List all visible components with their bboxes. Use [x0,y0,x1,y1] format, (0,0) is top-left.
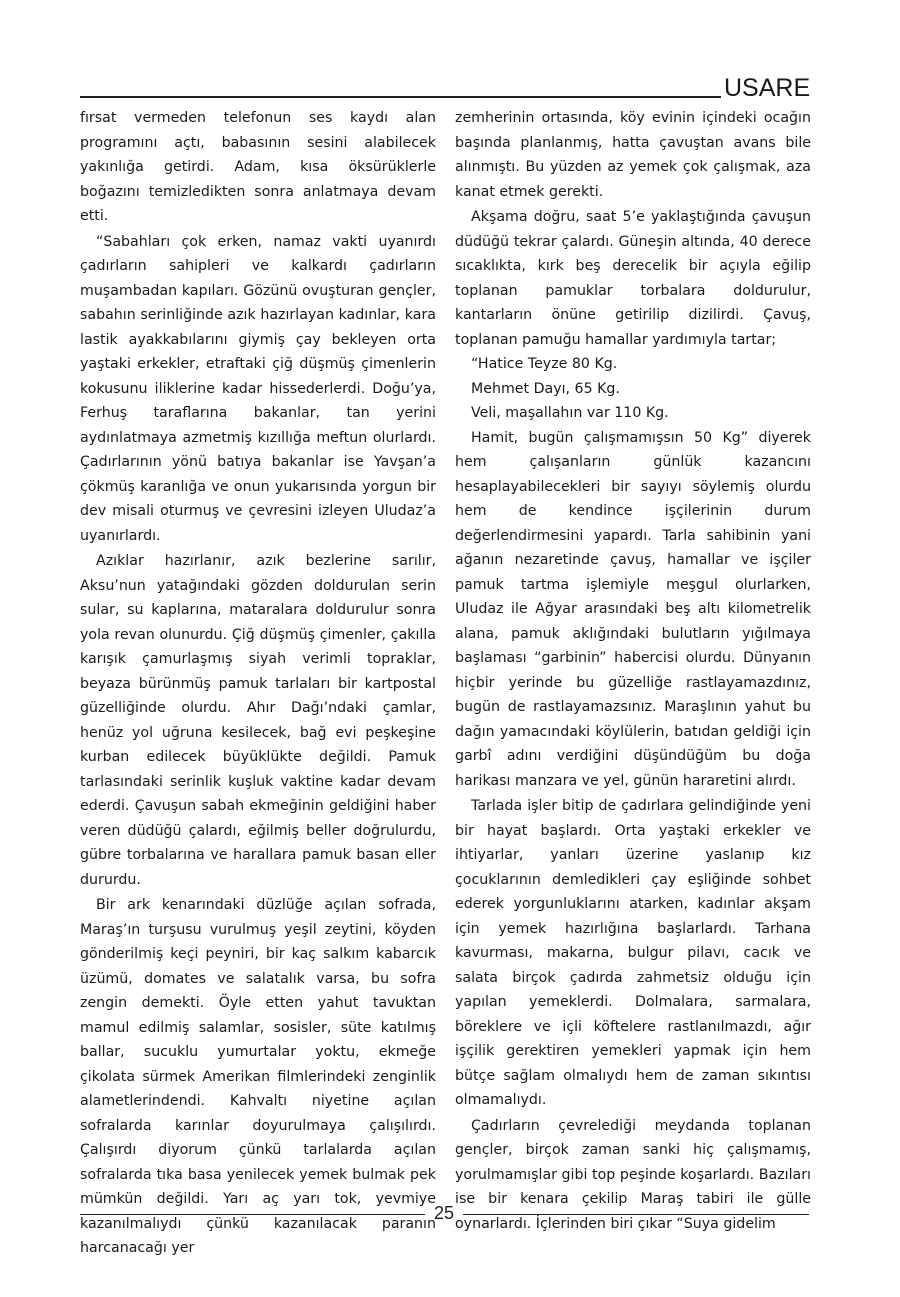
paragraph: Çadırların çevrelediği meydanda toplanan gençler, birçok zaman sanki hiç çalışmamış, yorulmamışlar gibi top peşinde koşarlardı. Bazıları ise bir kenara çekilip Maraş tabiri ile gülle oynarlardı. İçlerinden biri çıkar “Suya gidelim [455,1117,811,1232]
page-number: 25 [433,1203,455,1223]
paragraph: “Sabahları çok erken, namaz vakti uyanırdı çadırların sahipleri ve kalkardı çadırların muşambadan kapıları. Gözünü ovuşturan gençler, sabahın serinliğinde azık hazırlayan kadınlar, kara lastik ayakkabılarını giymiş çay bekleyen orta yaştaki erkekler, etraftaki çiğ düşmüş çimenlerin kokusunu iliklerine kadar hissederlerdi. Doğu’ya, Ferhuş taraflarına bakanlar, tan yerini aydınlatmaya azmetmiş kızıllığa meftun olurlardı. Çadırlarının yönü batıya bakanlar ise Yavşan’a çökmüş karanlığa ve onun yukarısında yorgun bir dev misali oturmuş ve çevresini izleyen Uludaz’a uyanırlardı. [80,233,436,544]
paragraph: “Hatice Teyze 80 Kg. [471,356,618,372]
paragraph: Veli, maşallahın var 110 Kg. [471,405,669,421]
paragraph: Mehmet Dayı, 65 Kg. [471,380,620,397]
footer-rule-right [463,1214,809,1215]
footer-rule-left [80,1214,425,1215]
right-column [455,106,811,1236]
paragraph: Bir ark kenarındaki düzlüğe açılan sofrada, Maraş’ın turşusu vurulmuş yeşil zeytini, köyden gönderilmiş keçi peyniri, bir kaç salkım kabarcık üzümü, domates ve salatalık varsa, bu sofra zengin demekti. Öyle etten yahut tavuktan mamul edilmiş salamlar, sosisler, süte katılmış ballar, sucuklu yumurtalar yoktu, ekmeğe çikolata sürmek Amerikan filmlerindeki zenginlik alametlerindendi. Kahvaltı niyetine açılan sofralarda karınlar doyurulmaya çalışılırdı. Çalışırdı diyorum çünkü tarlalarda açılan sofralarda tıka basa yenilecek yemek bulmak pek mümkün değildi. Yarı aç yarı tok, yevmiye kazanılmalıydı çünkü kazanılacak paranın harcanacağı yer [80,897,436,1256]
paragraph: Akşama doğru, saat 5’e yaklaştığında çavuşun düdüğü tekrar çalardı. Güneşin altında, 40 derece sıcaklıkta, kırk beş derecelik bir açıyla eğilip toplanan pamuklar torbalara doldurulur, kantarların önüne getirilip dizilirdi. Çavuş, toplanan pamuğu hamallar yardımıyla tartar; [455,209,811,348]
paragraph: zemherinin ortasında, köy evinin içindeki ocağın başında planlanmış, hatta çavuştan avans bile alınmıştı. Bu yüzden az yemek çok çalışmak, aza kanat etmek gerekti. [455,110,811,200]
left-column [80,106,436,1261]
paragraph: Hamit, bugün çalışmamışsın 50 Kg” diyerek hem çalışanların günlük kazancını hesaplayabilecekleri bir sayıyı söylemiş olurdu hem de kendince işçilerinin durum değerlendirmesini yapardı. Tarla sahibinin yani ağanın nezaretinde çavuş, hamallar ve işçiler pamuk tartma işlemiyle meşgul olurlarken, Uludaz ile Ağyar arasındaki beş altı kilometrelik alana, pamuk aklığındaki bulutların yığılmaya başlaması “garbinin” habercisi olurdu. Dünyanın hiçbir yerinde bu güzelliğe rastlayamazdınız, bugün de rastlayamazsınız. Maraşlının yahut bu dağın yamacındaki köylülerin, batıdan geldiği için garbî adını verdiğini düşündüğüm bu doğa harikası manzara ve yel, günün hararetini alırdı. [455,429,811,789]
header-rule [80,96,721,98]
paragraph: Azıklar hazırlanır, azık bezlerine sarılır, Aksu’nun yatağındaki gözden doldurulan serin sular, su kaplarına, mataralara doldurulur sonra yola revan olunurdu. Çiğ düşmüş çimenler, çakılla karışık çamurlaşmış siyah verimli topraklar, beyaza bürünmüş pamuk tarlaları bir kartpostal güzelliğinde olurdu. Ahır Dağı’ndaki çamlar, henüz yol uğruna kesilecek, bağ evi peşkeşine kurban edilecek büyüklükte değildi. Pamuk tarlasındaki serinlik kuşluk vaktine kadar devam ederdi. Çavuşun sabah ekmeğinin geldiğini haber veren düdüğü çalardı, eğilmiş beller doğrulurdu, gübre torbalarına ve harallara pamuk basan eller dururdu. [80,553,436,888]
paragraph: fırsat vermeden telefonun ses kaydı alan programını açtı, babasının sesini alabilecek yakınlığa getirdi. Adam, kısa öksürüklerle boğazını temizledikten sonra anlatmaya devam etti. [80,110,436,224]
paragraph: Tarlada işler bitip de çadırlara gelindiğinde yeni bir hayat başlardı. Orta yaştaki erkekler ve ihtiyarlar, yanları üzerine yaslanıp kız çocuklarının demledikleri çay eşliğinde sohbet ederek yorgunluklarını atarken, kadınlar akşam için yemek hazırlığına başlarlardı. Tarhana kavurması, makarna, bulgur pilavı, cacık ve salata birçok çadırda zahmetsiz olduğu için yapılan yemeklerdi. Dolmalara, sarmalara, böreklere ve içli köftelere rastlanılmazdı, ağır işçilik gerektiren yemekleri yapmak için hem bütçe sağlam olmalıydı hem de zaman sıkıntısı olmamalıydı. [455,798,811,1108]
magazine-name: USARE [724,74,811,102]
